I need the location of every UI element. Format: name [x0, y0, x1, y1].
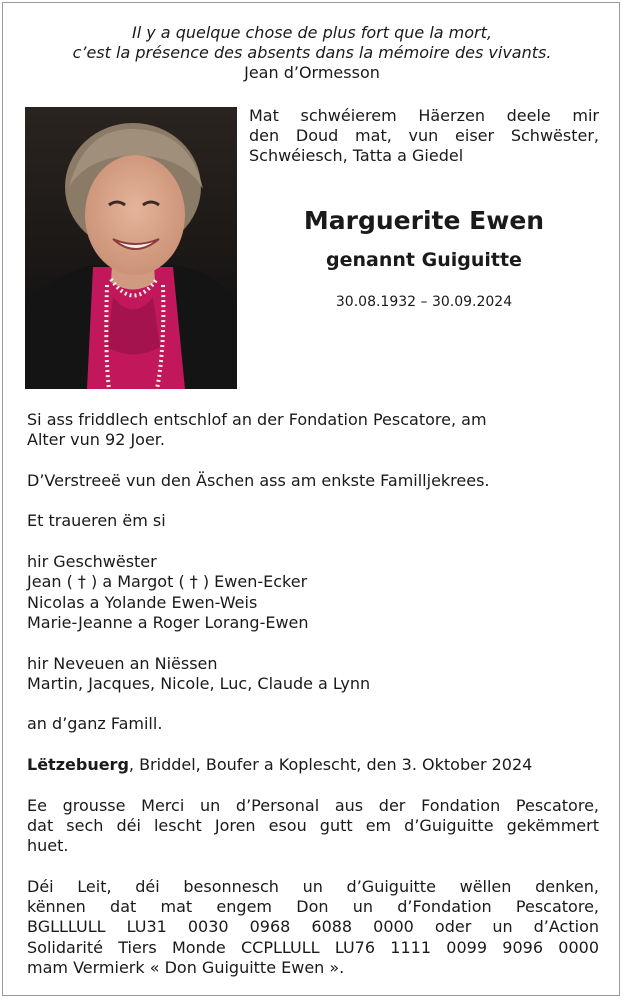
siblings-heading: hir Geschwëster — [27, 552, 157, 572]
ashes-line: D’Verstreeë vun den Äschen ass am enkste Familljekrees. — [27, 470, 490, 490]
quote-line: c’est la présence des absents dans la mémoire des vivants. — [72, 43, 552, 62]
donation-line: mam Vermierk « Don Guiguitte Ewen ». — [27, 958, 345, 978]
notice-body — [27, 410, 599, 978]
portrait-illustration — [25, 107, 237, 389]
death-line: Si ass friddlech entschlof an der Fondation Pescatore, am — [27, 410, 487, 429]
family-line: an d’ganz Famill. — [27, 714, 163, 734]
nephews-heading: hir Neveuen an Niëssen — [27, 653, 218, 673]
intro-line: den Doud mat, vun eiser Schwëster, — [249, 126, 599, 145]
deceased-nickname: genannt Guiguitte — [326, 249, 522, 271]
mourners-intro: Et traueren ëm si — [27, 511, 166, 531]
thanks-line: Ee grousse Merci un d’Personal aus der Fondation Pescatore, — [27, 795, 599, 815]
nephews-list: Martin, Jacques, Nicole, Luc, Claude a Lynn — [27, 673, 371, 693]
donation-line: BGLLLULL LU31 0030 0968 6088 0000 oder un d’Action — [27, 917, 599, 937]
thanks-line: dat sech déi lescht Joren esou gutt em d’Guiguitte gekëmmert — [27, 815, 599, 835]
sibling-item: Nicolas a Yolande Ewen-Weis — [27, 592, 258, 612]
intro-text — [249, 106, 599, 166]
donation-line: Solidarité Tiers Monde CCPLLULL LU76 1111 0099 9096 0000 — [27, 937, 599, 957]
portrait-photo — [25, 107, 237, 389]
quote-author: Jean d’Ormesson — [244, 63, 380, 82]
age-line: Alter vun 92 Joer. — [27, 430, 165, 450]
deceased-name: Marguerite Ewen — [303, 206, 545, 235]
intro-line: Schwéiesch, Tatta a Giedel — [249, 146, 464, 165]
thanks-line: huet. — [27, 836, 69, 856]
donation-line: kënnen dat mat engem Don un d’Fondation Pescatore, — [27, 897, 599, 917]
quote-line: Il y a quelque chose de plus fort que la mort, — [132, 23, 492, 42]
intro-line: Mat schwéierem Häerzen deele mir — [249, 106, 599, 125]
thanks-paragraph — [27, 796, 599, 857]
sibling-item: Marie-Jeanne a Roger Lorang-Ewen — [27, 612, 309, 632]
place-name: Lëtzebuerg — [27, 755, 129, 775]
life-dates: 30.08.1932 – 30.09.2024 — [335, 294, 513, 310]
donation-line: Déi Leit, déi besonnesch un d’Guiguitte wëllen denken, — [27, 876, 599, 896]
place-date-line — [27, 755, 599, 775]
epigraph-quote — [0, 23, 624, 83]
place-date-rest: , Briddel, Boufer a Koplescht, den 3. Oktober 2024 — [128, 755, 533, 775]
donation-paragraph — [27, 877, 599, 978]
sibling-item: Jean ( † ) a Margot ( † ) Ewen-Ecker — [27, 572, 308, 592]
